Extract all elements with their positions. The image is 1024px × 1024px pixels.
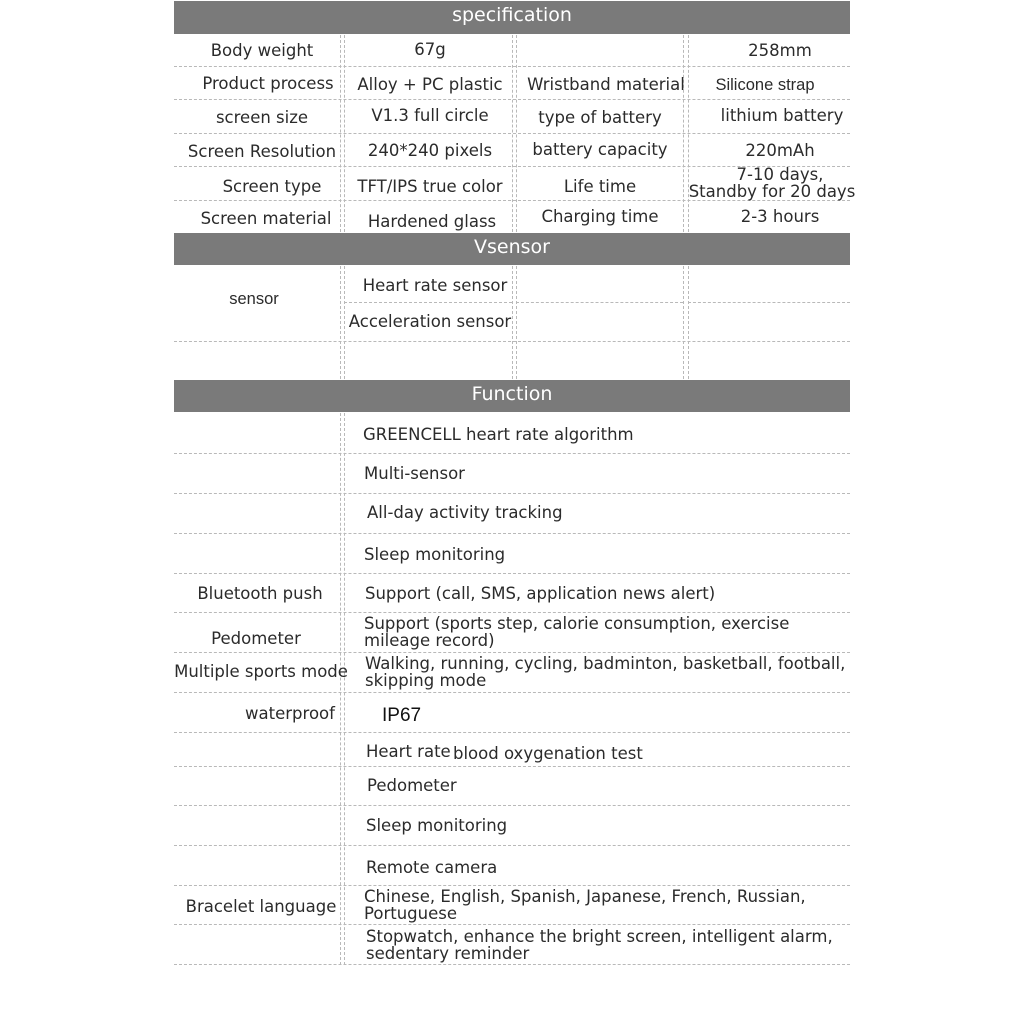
spec-label: Body weight xyxy=(210,41,314,60)
divider xyxy=(174,885,850,886)
divider xyxy=(174,924,850,925)
vsensor-header xyxy=(174,233,850,265)
spec-value: 258mm xyxy=(748,41,812,60)
spec-value: 67g xyxy=(414,40,446,59)
function-title: Function xyxy=(471,383,553,405)
divider xyxy=(174,573,850,574)
spec-value: Hardened glass xyxy=(367,212,497,231)
divider xyxy=(174,805,850,806)
specification-title: specification xyxy=(452,4,572,26)
divider xyxy=(340,35,341,232)
divider xyxy=(688,266,689,379)
spec-label: screen size xyxy=(215,108,309,127)
divider xyxy=(512,35,513,232)
function-value: Sleep monitoring xyxy=(364,545,506,564)
function-value: Heart rate xyxy=(366,742,451,761)
spec-label: Life time xyxy=(563,177,637,196)
spec-label: Charging time xyxy=(541,207,659,226)
spec-value: TFT/IPS true color xyxy=(357,177,503,196)
function-value: Remote camera xyxy=(366,858,498,877)
divider xyxy=(683,35,684,232)
function-value: Support (sports step, calorie consumption, exercise xyxy=(364,614,790,633)
function-label: Bluetooth push xyxy=(197,584,323,603)
divider xyxy=(174,493,850,494)
spec-label: Product process xyxy=(202,74,334,93)
spec-value: Silicone strap xyxy=(715,76,815,94)
divider xyxy=(174,652,850,653)
function-value: Pedometer xyxy=(367,776,457,795)
divider xyxy=(174,845,850,846)
sensor-item: Acceleration sensor xyxy=(348,312,512,331)
spec-value: Alloy + PC plastic xyxy=(357,75,503,94)
function-value: Support (call, SMS, application news alert) xyxy=(365,584,716,603)
spec-label: Screen type xyxy=(222,177,322,196)
spec-label: Screen Resolution xyxy=(187,142,337,161)
divider xyxy=(174,533,850,534)
spec-value: Standby for 20 days xyxy=(688,182,856,201)
divider xyxy=(340,266,341,379)
function-label: waterproof xyxy=(245,704,335,723)
divider xyxy=(344,35,345,232)
spec-value: lithium battery xyxy=(720,106,844,125)
spec-value: V1.3 full circle xyxy=(371,106,489,125)
vsensor-title: Vsensor xyxy=(474,236,550,258)
function-value: mileage record) xyxy=(364,631,495,650)
divider xyxy=(516,302,683,303)
divider xyxy=(174,692,850,693)
function-value: Chinese, English, Spanish, Japanese, French, Russian, xyxy=(364,887,806,906)
divider xyxy=(688,35,689,232)
function-header xyxy=(174,380,850,412)
function-value: blood oxygenation test xyxy=(453,744,643,763)
function-value: Walking, running, cycling, badminton, basketball, football, xyxy=(365,654,846,673)
spec-value: 2-3 hours xyxy=(740,207,820,226)
sensor-label: sensor xyxy=(229,290,279,308)
divider xyxy=(174,612,850,613)
spec-value: 220mAh xyxy=(745,141,815,160)
divider xyxy=(174,732,850,733)
spec-label: battery capacity xyxy=(532,140,668,159)
function-value: GREENCELL heart rate algorithm xyxy=(363,425,634,444)
function-value: Portuguese xyxy=(364,904,457,923)
divider xyxy=(516,35,517,232)
function-value: IP67 xyxy=(382,705,422,726)
function-label: Pedometer xyxy=(211,629,301,648)
function-value: skipping mode xyxy=(365,671,487,690)
spec-value: 240*240 pixels xyxy=(367,141,493,160)
function-value: Sleep monitoring xyxy=(366,816,508,835)
divider xyxy=(174,453,850,454)
function-label: Multiple sports mode xyxy=(174,662,348,681)
function-value: All-day activity tracking xyxy=(367,503,563,522)
divider xyxy=(174,766,850,767)
sensor-item: Heart rate sensor xyxy=(362,276,508,295)
divider xyxy=(174,964,850,965)
spec-label: Wristband material xyxy=(527,75,685,94)
divider xyxy=(688,302,850,303)
spec-label: Screen material xyxy=(200,209,332,228)
spec-label: type of battery xyxy=(538,108,662,127)
divider xyxy=(344,302,512,303)
divider xyxy=(340,413,341,965)
divider xyxy=(683,266,684,379)
function-value: Stopwatch, enhance the bright screen, intelligent alarm, xyxy=(366,927,833,946)
function-label: Bracelet language xyxy=(185,897,337,916)
function-value: sedentary reminder xyxy=(366,944,530,963)
divider xyxy=(344,413,345,965)
spec-value: 7-10 days, xyxy=(736,165,824,184)
specification-header xyxy=(174,1,850,34)
function-value: Multi-sensor xyxy=(364,464,465,483)
